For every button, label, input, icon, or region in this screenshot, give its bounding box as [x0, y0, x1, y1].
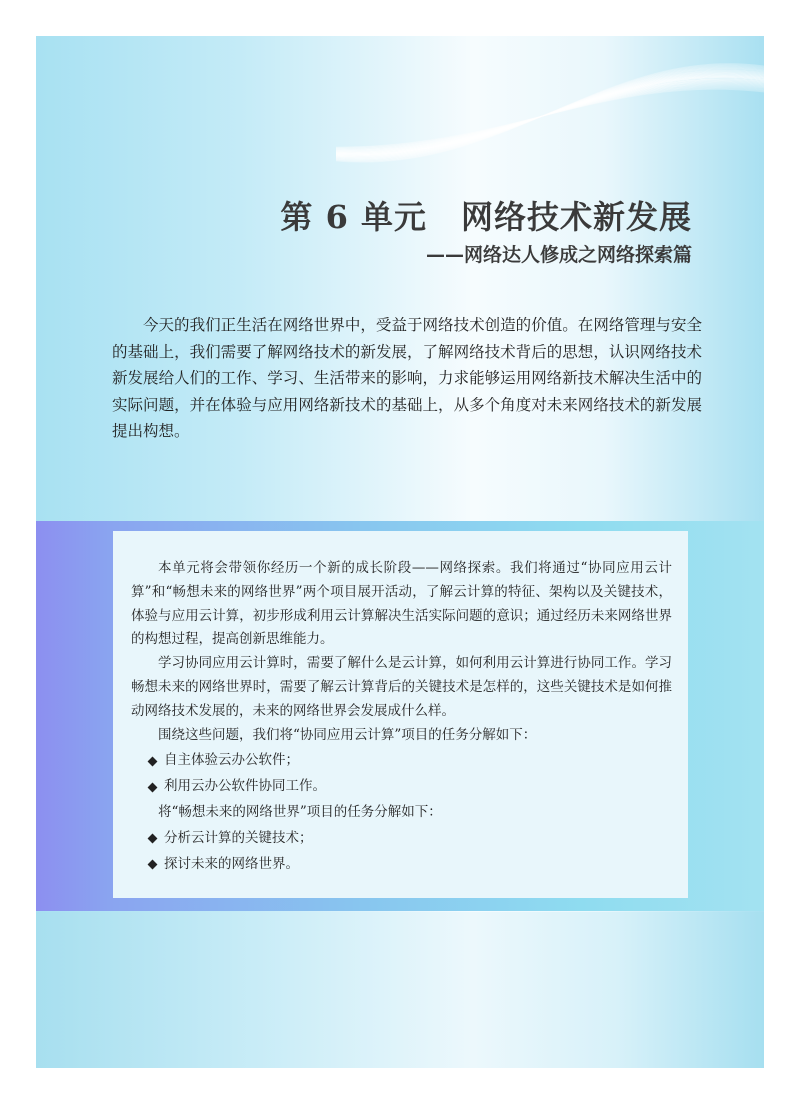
- task-text: 分析云计算的关键技术；: [164, 829, 313, 846]
- wave-line: [336, 85, 764, 150]
- wave-line: [336, 80, 764, 153]
- task-text: 探讨未来的网络世界。: [164, 855, 299, 872]
- wave-line: [336, 83, 764, 150]
- unit-subtitle: ——网络达人修成之网络探索篇: [425, 244, 692, 266]
- wave-line: [336, 80, 764, 152]
- diamond-bullet-icon: [148, 834, 158, 844]
- overview-paragraph-4: 将“畅想未来的网络世界”项目的任务分解如下：: [158, 803, 442, 820]
- diamond-bullet-icon: [148, 782, 158, 792]
- wave-line: [336, 84, 764, 150]
- page: [36, 36, 764, 1068]
- overview-paragraph-1: 本单元将会带领你经历一个新的成长阶段——网络探索。我们将通过“协同应用云计算”和“畅想未来的网络世界”两个项目展开活动，了解云计算的特征、架构以及关键技术，体验与应用云计算，初步形成利用云计算解决生活实际问题的意识；通过经历未来网络世界的构想过程，提高创新思维能力。: [131, 560, 672, 648]
- wave-line: [336, 89, 764, 147]
- intro-paragraph: 今天的我们正生活在网络世界中，受益于网络技术创造的价值。在网络管理与安全的基础上，我们需要了解网络技术的新发展，了解网络技术背后的思想，认识网络技术新发展给人们的工作、学习、生活带来的影响，力求能够运用网络新技术解决生活中的实际问题，并在体验与应用网络新技术的基础上，从多个角度对未来网络技术的新发展提出构想。: [112, 316, 702, 441]
- wave-line: [336, 86, 764, 149]
- diamond-bullet-icon: [148, 756, 158, 766]
- wave-line: [336, 88, 764, 147]
- overview-paragraph-3: 围绕这些问题，我们将“协同应用云计算”项目的任务分解如下：: [158, 726, 537, 743]
- diamond-bullet-icon: [148, 860, 158, 870]
- overview-box: [113, 531, 688, 898]
- task-text: 利用云办公软件协同工作。: [164, 778, 326, 795]
- unit-name: 网络技术新发展: [460, 198, 692, 236]
- task-item: [149, 853, 672, 877]
- overview-paragraph-2: 学习协同应用云计算时，需要了解什么是云计算，如何利用云计算进行协同工作。学习畅想未来的网络世界时，需要了解云计算背后的关键技术是怎样的，这些关键技术是如何推动网络技术发展的，未来的网络世界会发展成什么样。: [131, 655, 672, 719]
- unit-title: [280, 192, 692, 238]
- unit-label: 第 6 单元: [280, 198, 427, 236]
- bottom-band: [36, 912, 764, 1068]
- wave-line: [336, 87, 764, 148]
- wave-line: [336, 82, 764, 151]
- task-item: [149, 749, 672, 773]
- wave-line: [336, 87, 764, 149]
- task-text: 自主体验云办公软件；: [164, 752, 299, 769]
- wave-line: [336, 81, 764, 151]
- task-item: [149, 827, 672, 851]
- task-item: [149, 775, 672, 799]
